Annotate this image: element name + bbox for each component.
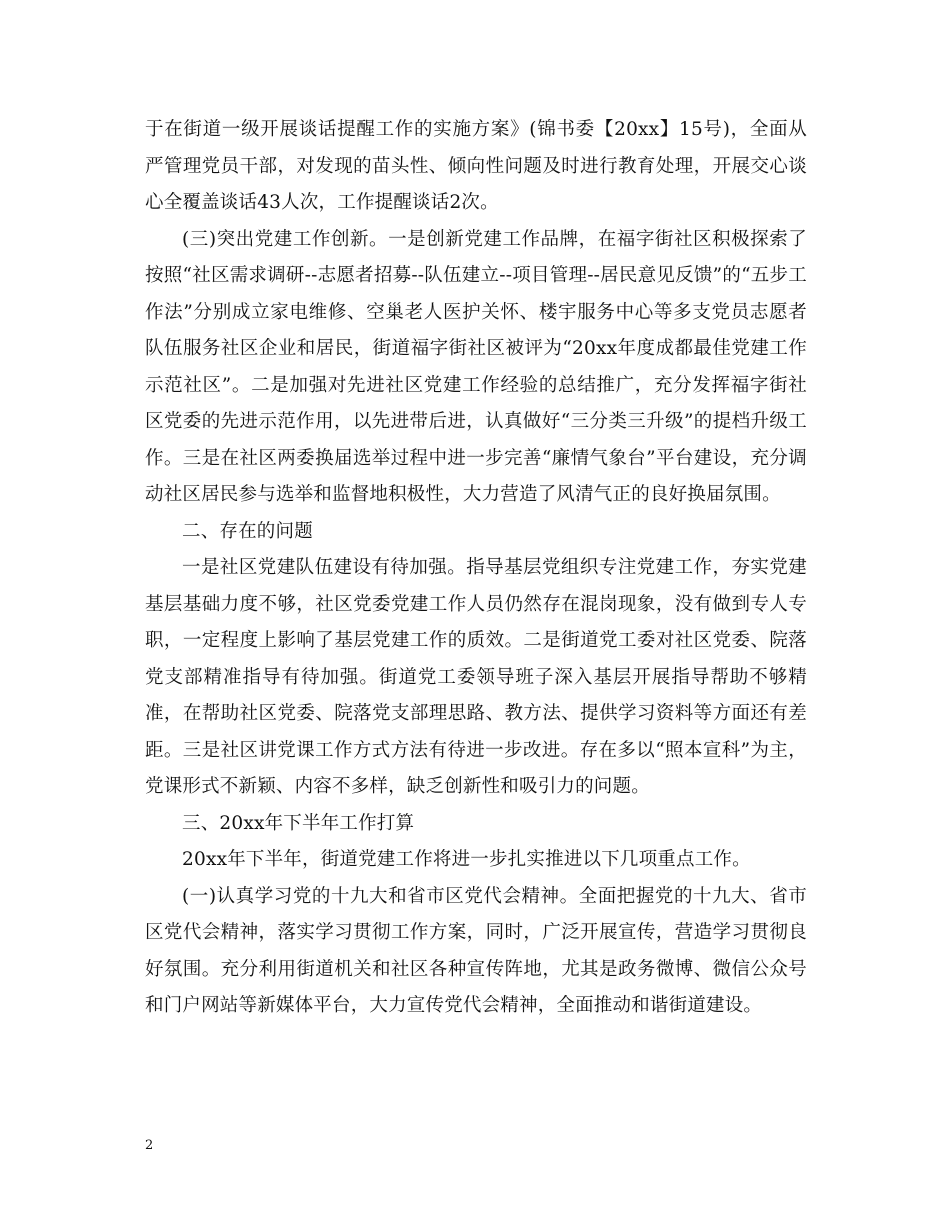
section-heading-plan: 三、20xx年下半年工作打算	[182, 812, 415, 834]
paragraph-plan-study: (一)认真学习党的十九大和省市区党代会精神。全面把握党的十九大、省市区党代会精神，落实学习贯彻工作方案，同时，广泛开展宣传，营造学习贯彻良好氛围。充分利用街道机关和社区各种宣传阵地，尤其是政务微博、微信公众号和门户网站等新媒体平台，大力宣传党代会精神，全面推动和谐街道建设。	[145, 885, 807, 1016]
paragraph-problems: 一是社区党建队伍建设有待加强。指导基层党组织专注党建工作，夯实党建基层基础力度不够，社区党委党建工作人员仍然存在混岗现象，没有做到专人专职，一定程度上影响了基层党建工作的质效。二是街道党工委对社区党委、院落党支部精准指导有待加强。街道党工委领导班子深入基层开展指导帮助不够精准，在帮助社区党委、院落党支部理思路、教方法、提供学习资料等方面还有差距。三是社区讲党课工作方式方法有待进一步改进。存在多以“照本宣科”为主，党课形式不新颖、内容不多样，缺乏创新性和吸引力的问题。	[145, 557, 807, 797]
section-heading-problems: 二、存在的问题	[182, 520, 313, 542]
paragraph-continuation: 于在街道一级开展谈话提醒工作的实施方案》(锦书委【20xx】15号)，全面从严管理党员干部，对发现的苗头性、倾向性问题及时进行教育处理，开展交心谈心全覆盖谈话43人次，工作提醒谈话2次。	[145, 119, 807, 213]
paragraph-plan-intro: 20xx年下半年，街道党建工作将进一步扎实推进以下几项重点工作。	[182, 849, 751, 870]
page-number: 2	[145, 1138, 154, 1153]
paragraph-innovation: (三)突出党建工作创新。一是创新党建工作品牌，在福字街社区积极探索了按照“社区需求调研--志愿者招募--队伍建立--项目管理--居民意见反馈”的“五步工作法”分别成立家电维修、空巢老人医护关怀、楼宇服务中心等多支党员志愿者队伍服务社区企业和居民，街道福字街社区被评为“20xx年度成都最佳党建工作示范社区”。二是加强对先进社区党建工作经验的总结推广，充分发挥福字街社区党委的先进示范作用，以先进带后进，认真做好“三分类三升级”的提档升级工作。三是在社区两委换届选举过程中进一步完善“廉情气象台”平台建设，充分调动社区居民参与选举和监督地积极性，大力营造了风清气正的良好换届氛围。	[145, 228, 807, 505]
document-body	[145, 112, 807, 1025]
